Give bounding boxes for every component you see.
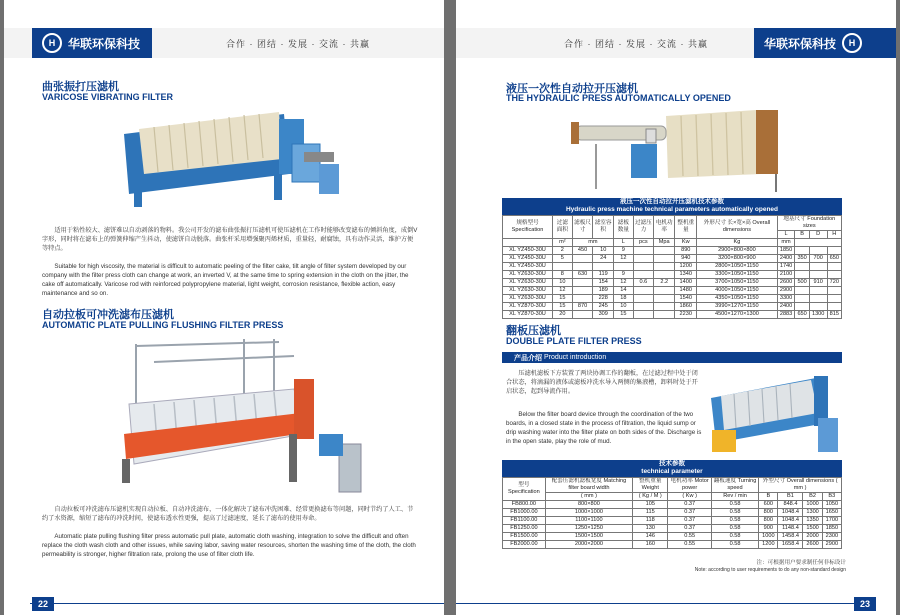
table-cell: [654, 311, 675, 319]
intro-bar: [502, 352, 842, 363]
table-cell: [654, 263, 675, 271]
section-title-en: THE HYDRAULIC PRESS AUTOMATICALLY OPENED: [506, 93, 731, 103]
table-cell: 2900: [822, 541, 841, 549]
table-cell: 2: [553, 247, 573, 255]
table-header-cell: 滤板数量: [614, 216, 634, 239]
table-unit-cell: Rev / min: [711, 493, 758, 501]
table-unit-cell: mm: [572, 239, 613, 247]
table-cell: 4000×1050×1150: [697, 287, 777, 295]
section-title-cn: 曲张振打压滤机: [42, 81, 119, 93]
table-header-cell: B2: [803, 493, 822, 501]
table-cell: 0.37: [668, 509, 711, 517]
table-header-row: [503, 478, 842, 493]
table-cell: 2900: [777, 287, 795, 295]
table-cell: 600: [759, 501, 778, 509]
table-cell: [593, 263, 614, 271]
page-number: 22: [32, 597, 54, 611]
table-cell: 9: [614, 247, 634, 255]
table-cell: 1000: [803, 501, 822, 509]
intro-text-en: Below the filter board device through the coordination of the two boards, in a closed state in the process of filtration, the liquid sump or drip washing water into the filter plate on both sides of the. Discharge is in the open state, play the role of mud.: [506, 411, 702, 445]
table-cell: 4500×1270×1300: [697, 311, 777, 319]
intro-text-cn: 压滤机滤板下方装置了两块协调工作的翻板，在过滤过程中处于闭合状态，将滴漏的液体或滤板冲洗水导入两侧的集液槽，卸料时处于开启状态，起到导流作用。: [506, 370, 698, 395]
table1-title-cn: 液压一次性自动拉开压滤机技术参数: [620, 198, 724, 205]
motto: 合作 · 团结 · 发展 · 交流 · 共赢: [226, 39, 370, 49]
table-cell: 228: [593, 295, 614, 303]
brand-name: 华联环保科技: [68, 36, 141, 51]
section2-title-cn: 翻板压滤机: [506, 325, 561, 337]
table-cell: 3300×1050×1150: [697, 271, 777, 279]
table-cell: XL YZ630-30U: [503, 295, 553, 303]
table-header-cell: B3: [822, 493, 841, 501]
section2-text-cn: 自动拉板可冲洗滤布压滤机实现自动拉板、自动冲洗滤布，一体化解决了滤布冲洗困难、经常更换滤布等问题，同时节约了人工、节约了水资源，缩短了滤布的冲洗时间，使滤布透水性更强，提高了过滤速度，延长了滤布的使用寿命。: [42, 506, 414, 522]
table-row: [503, 533, 842, 541]
table-cell: 10: [614, 303, 634, 311]
table-cell: 2000: [803, 533, 822, 541]
section2-title-en: DOUBLE PLATE FILTER PRESS: [506, 336, 642, 346]
table-cell: 3200×800×900: [697, 255, 777, 263]
table-header-cell: 电机功率 Motor power: [668, 478, 711, 493]
table-cell: [809, 263, 827, 271]
table-cell: 500: [795, 279, 809, 287]
table-cell: XL YZ870-30U: [503, 303, 553, 311]
table2: [502, 477, 842, 549]
table-cell: 1340: [675, 271, 697, 279]
table-cell: 20: [553, 311, 573, 319]
table-cell: 940: [675, 255, 697, 263]
table-cell: 309: [593, 311, 614, 319]
table-cell: [553, 263, 573, 271]
table1-title: [502, 198, 842, 215]
table-cell: 1148.4: [778, 525, 803, 533]
table-cell: [572, 287, 593, 295]
table-cell: 0.58: [711, 541, 758, 549]
table-row: [503, 247, 842, 255]
table-cell: FB2000.00: [503, 541, 546, 549]
table-cell: 12: [614, 279, 634, 287]
table-cell: 8: [553, 271, 573, 279]
table-cell: [633, 311, 653, 319]
table-cell: [654, 295, 675, 303]
table-cell: 1050: [822, 501, 841, 509]
table-cell: 0.58: [711, 509, 758, 517]
table-cell: 130: [633, 525, 668, 533]
section-title-cn: 液压一次性自动拉开压滤机: [506, 83, 638, 95]
table-cell: 12: [553, 287, 573, 295]
company-logo-icon: H: [842, 33, 862, 53]
table-cell: 1480: [675, 287, 697, 295]
table-cell: 1740: [777, 263, 795, 271]
table-cell: 2230: [675, 311, 697, 319]
table-cell: [572, 295, 593, 303]
table-cell: XL YZ630-30U: [503, 287, 553, 295]
table-cell: [795, 263, 809, 271]
table-cell: [795, 295, 809, 303]
table-row: [503, 517, 842, 525]
table-cell: 146: [633, 533, 668, 541]
table-unit-cell: ( Kg / M ): [633, 493, 668, 501]
table-cell: FB1000.00: [503, 509, 546, 517]
table-row: [503, 525, 842, 533]
table-unit-cell: pcs: [633, 239, 653, 247]
table-cell: 15: [553, 303, 573, 311]
table-cell: [633, 271, 653, 279]
table-header-cell: H: [827, 231, 841, 239]
table-unit-cell: L: [614, 239, 634, 247]
table-unit-cell: mm: [777, 239, 795, 247]
table-cell: [654, 255, 675, 263]
table-header-cell: 过滤压力: [633, 216, 653, 239]
table-cell: XL YZ630-30U: [503, 279, 553, 287]
table-cell: 115: [633, 509, 668, 517]
table-cell: XL YZ870-30U: [503, 311, 553, 319]
table-cell: [827, 247, 841, 255]
table-header-cell: 过滤面积: [553, 216, 573, 239]
table-cell: FB1500.00: [503, 533, 546, 541]
table-cell: 700: [809, 255, 827, 263]
table-cell: 0.58: [711, 525, 758, 533]
table-subheader-row: [503, 493, 842, 501]
table-cell: 1658.4: [778, 541, 803, 549]
table-cell: 14: [614, 287, 634, 295]
table-cell: 0.6: [633, 279, 653, 287]
table-cell: 3700×1050×1150: [697, 279, 777, 287]
table-cell: [827, 271, 841, 279]
table-cell: FB800.00: [503, 501, 546, 509]
table-cell: 910: [809, 279, 827, 287]
table-cell: [572, 311, 593, 319]
table-cell: XL YZ450-30U: [503, 255, 553, 263]
table2-title: [502, 460, 842, 477]
table-cell: 1350: [803, 517, 822, 525]
table1: [502, 215, 842, 319]
table-cell: 2883: [777, 311, 795, 319]
table-cell: 18: [614, 295, 634, 303]
table-cell: 5: [553, 255, 573, 263]
table-row: [503, 279, 842, 287]
table-cell: 2300: [822, 533, 841, 541]
table-cell: [633, 263, 653, 271]
table-cell: [809, 247, 827, 255]
table-cell: [795, 247, 809, 255]
table-cell: [572, 255, 593, 263]
left-page: [4, 0, 444, 615]
table-cell: [654, 287, 675, 295]
table-cell: 350: [795, 255, 809, 263]
table-cell: [633, 303, 653, 311]
table-unit-cell: ( mm ): [545, 493, 632, 501]
table-row: [503, 541, 842, 549]
table-cell: 2.2: [654, 279, 675, 287]
right-page: [456, 0, 896, 615]
table-cell: 720: [827, 279, 841, 287]
table-unit-cell: m²: [553, 239, 573, 247]
table1-title-en: Hydraulic press machine technical parameters automatically opened: [565, 206, 779, 213]
table-cell: 3300: [777, 295, 795, 303]
table-cell: 15: [553, 295, 573, 303]
table-cell: 2400: [777, 255, 795, 263]
table-cell: [654, 303, 675, 311]
table-header-cell: 外型尺寸 Overall dimensions ( mm ): [759, 478, 842, 493]
table-cell: 0.37: [668, 525, 711, 533]
table-cell: XL YZ450-30U: [503, 247, 553, 255]
table-unit-cell: Kg: [697, 239, 777, 247]
table-cell: [809, 303, 827, 311]
page-number: 23: [854, 597, 876, 611]
table-cell: 0.55: [668, 533, 711, 541]
table-cell: 1540: [675, 295, 697, 303]
table-unit-cell: Mpa: [654, 239, 675, 247]
table-cell: 1500×1500: [545, 533, 632, 541]
table-row: [503, 311, 842, 319]
table-cell: 2000×2000: [545, 541, 632, 549]
table-cell: XL YZ450-30U: [503, 263, 553, 271]
hydraulic-filter-press-image: [556, 104, 806, 194]
table-unit-cell: ( Kw ): [668, 493, 711, 501]
table-cell: 650: [795, 311, 809, 319]
table-header-cell: 规格型号 Specification: [503, 216, 553, 239]
table-row: [503, 271, 842, 279]
table-header-cell: 滤板尺寸: [572, 216, 593, 239]
table-cell: 1500: [803, 525, 822, 533]
table-cell: 1850: [777, 247, 795, 255]
table-cell: [795, 239, 842, 247]
table-cell: 245: [593, 303, 614, 311]
table-row: [503, 509, 842, 517]
table-cell: [633, 255, 653, 263]
table-cell: 650: [827, 255, 841, 263]
table2-title-cn: 技术参数: [659, 460, 685, 467]
table-cell: 1700: [822, 517, 841, 525]
table-cell: 3990×1270×1150: [697, 303, 777, 311]
table-cell: [795, 287, 809, 295]
section2-title-cn: 自动拉板可冲洗滤布压滤机: [42, 309, 174, 321]
table-cell: 1200: [675, 263, 697, 271]
table-cell: 1000×1000: [545, 509, 632, 517]
table-cell: 1300: [809, 311, 827, 319]
brand-tab: [32, 28, 152, 58]
table-cell: 1400: [675, 279, 697, 287]
table-cell: 800: [759, 517, 778, 525]
table-cell: 1000: [759, 533, 778, 541]
table-cell: 1048.4: [778, 509, 803, 517]
table-cell: FB1100.00: [503, 517, 546, 525]
table-units-row: [503, 239, 842, 247]
table-cell: [572, 279, 593, 287]
table-cell: 1100×1100: [545, 517, 632, 525]
table-cell: [633, 287, 653, 295]
table-cell: 10: [553, 279, 573, 287]
table-row: [503, 263, 842, 271]
table-cell: 800: [759, 509, 778, 517]
table-cell: 12: [614, 255, 634, 263]
table-cell: 2100: [777, 271, 795, 279]
table-cell: [654, 271, 675, 279]
note-cn: 注：可根据用户要求制任何非标设计: [756, 560, 846, 566]
table-cell: 870: [572, 303, 593, 311]
table-cell: [572, 263, 593, 271]
table-cell: 0.37: [668, 501, 711, 509]
table-cell: 105: [633, 501, 668, 509]
table-cell: 24: [593, 255, 614, 263]
table-cell: 2900×800×800: [697, 247, 777, 255]
table-cell: 1458.4: [778, 533, 803, 541]
table-cell: 890: [675, 247, 697, 255]
table-cell: 0.37: [668, 517, 711, 525]
table-cell: 1250×1250: [545, 525, 632, 533]
table-cell: [809, 287, 827, 295]
table-cell: 10: [593, 247, 614, 255]
table-cell: [795, 271, 809, 279]
table-cell: 0.58: [711, 533, 758, 541]
table-cell: [809, 271, 827, 279]
table-header-cell: 配套压滤机滤板宽度 Matching filter board width: [545, 478, 632, 493]
table-row: [503, 303, 842, 311]
intro-label: 产品介绍: [514, 354, 542, 362]
table-cell: 160: [633, 541, 668, 549]
table-header-cell: 外形尺寸 长×宽×高 Overall dimensions: [697, 216, 777, 239]
footer-rule: [456, 603, 876, 604]
table-cell: 900: [759, 525, 778, 533]
table-cell: 119: [593, 271, 614, 279]
table-cell: 1850: [822, 525, 841, 533]
table-cell: 9: [614, 271, 634, 279]
table-cell: FB1250.00: [503, 525, 546, 533]
table-cell: XL YZ630-30U: [503, 271, 553, 279]
table-cell: 2800×1050×1150: [697, 263, 777, 271]
table-cell: 815: [827, 311, 841, 319]
footer-rule: [30, 603, 444, 604]
table-cell: [827, 303, 841, 311]
intro-label-en: Product introduction: [543, 354, 607, 361]
table-cell: 1860: [675, 303, 697, 311]
table-cell: [633, 295, 653, 303]
table-cell: 2400: [777, 303, 795, 311]
table-cell: 15: [614, 311, 634, 319]
table-cell: 848.4: [778, 501, 803, 509]
table-header-cell: 电机功率: [654, 216, 675, 239]
company-logo-icon: H: [42, 33, 62, 53]
table-cell: 0.58: [711, 501, 758, 509]
table-cell: [795, 303, 809, 311]
section2-title-en: AUTOMATIC PLATE PULLING FLUSHING FILTER PRESS: [42, 320, 284, 330]
table-row: [503, 295, 842, 303]
automatic-flushing-filter-press-image: [114, 334, 374, 494]
table-cell: [827, 287, 841, 295]
table-header-row: [503, 216, 842, 231]
table-row: [503, 501, 842, 509]
table-header-cell: 翻板速度 Turning speed: [711, 478, 758, 493]
table-header-cell: 滤室容积: [593, 216, 614, 239]
table-cell: [809, 295, 827, 303]
table-header-cell: 整机重量: [675, 216, 697, 239]
section-title-en: VARICOSE VIBRATING FILTER: [42, 92, 174, 102]
double-plate-filter-press-image: [706, 368, 842, 460]
brand-name: 华联环保科技: [764, 36, 837, 51]
table-cell: 2600: [803, 541, 822, 549]
table-cell: [827, 295, 841, 303]
table-header-cell: L: [777, 231, 795, 239]
table-cell: 1650: [822, 509, 841, 517]
table-cell: 118: [633, 517, 668, 525]
table-cell: [654, 247, 675, 255]
section1-text-en: Suitable for high viscosity, the material is difficult to automatic peeling of the filter cake, tilt angle of filter system developed by our company with the filter press cloth can change at work, an inverted V, at the same time to spring extension in the cloth on the jitter, the cake off automatically. Varicose rod with reinforced polypropylene material, light weight, corrosion resistance, flexible action, easy maintenance and so on.: [42, 263, 409, 297]
table-cell: 1200: [759, 541, 778, 549]
brand-tab: [754, 28, 896, 58]
table-header-cell: 型号 Specification: [503, 478, 546, 501]
table-cell: 1048.4: [778, 517, 803, 525]
table-header-cell: 地基尺寸 Foundation sizes: [777, 216, 841, 231]
table-cell: 4350×1050×1150: [697, 295, 777, 303]
table2-title-en: technical parameter: [641, 468, 703, 475]
varicose-filter-press-image: [114, 104, 354, 214]
table-header-cell: B1: [778, 493, 803, 501]
note-en: Note: according to user requirements to do any non-standard design: [694, 567, 846, 573]
motto: 合作 · 团结 · 发展 · 交流 · 共赢: [564, 39, 708, 49]
table-header-cell: 整机重量 Weight: [633, 478, 668, 493]
table-row: [503, 255, 842, 263]
table-cell: 630: [572, 271, 593, 279]
table-unit-cell: Kw: [675, 239, 697, 247]
table-cell: 450: [572, 247, 593, 255]
table-header-cell: D: [809, 231, 827, 239]
table-cell: 800×800: [545, 501, 632, 509]
table-cell: [633, 247, 653, 255]
table-cell: 0.58: [711, 517, 758, 525]
table-header-cell: B: [759, 493, 778, 501]
section1-text-cn: 适用于粘性较大、滤饼难以自动剥落的物料。我公司开发的滤布曲张振打压滤机可使压滤机在工作时能够改变滤布的倾斜角度，成倒V字形，同时将在滤布上的弹簧伸缩产生抖动，使滤饼自动脱落。曲张杆采用增强聚丙烯材质，重量轻，耐腐蚀，具有动作灵活，维护方便等特点。: [42, 227, 418, 252]
table-cell: 2600: [777, 279, 795, 287]
table-cell: 0.55: [668, 541, 711, 549]
table-cell: [827, 263, 841, 271]
table-cell: 189: [593, 287, 614, 295]
table-row: [503, 287, 842, 295]
section2-text-en: Automatic plate pulling flushing filter press automatic pull plate, automatic cloth washing, integration to solve the difficult and often replace the cloth wash cloth and other issues, while saving labor, saving water resources, shorten the washing time of the cloth, the cloth permeability is stronger, higher filtration rate, prolong the use of filter cloth life.: [42, 533, 416, 558]
table-cell: [614, 263, 634, 271]
table-cell: [503, 239, 553, 247]
table-cell: 154: [593, 279, 614, 287]
table-cell: 1300: [803, 509, 822, 517]
table-header-cell: B: [795, 231, 809, 239]
